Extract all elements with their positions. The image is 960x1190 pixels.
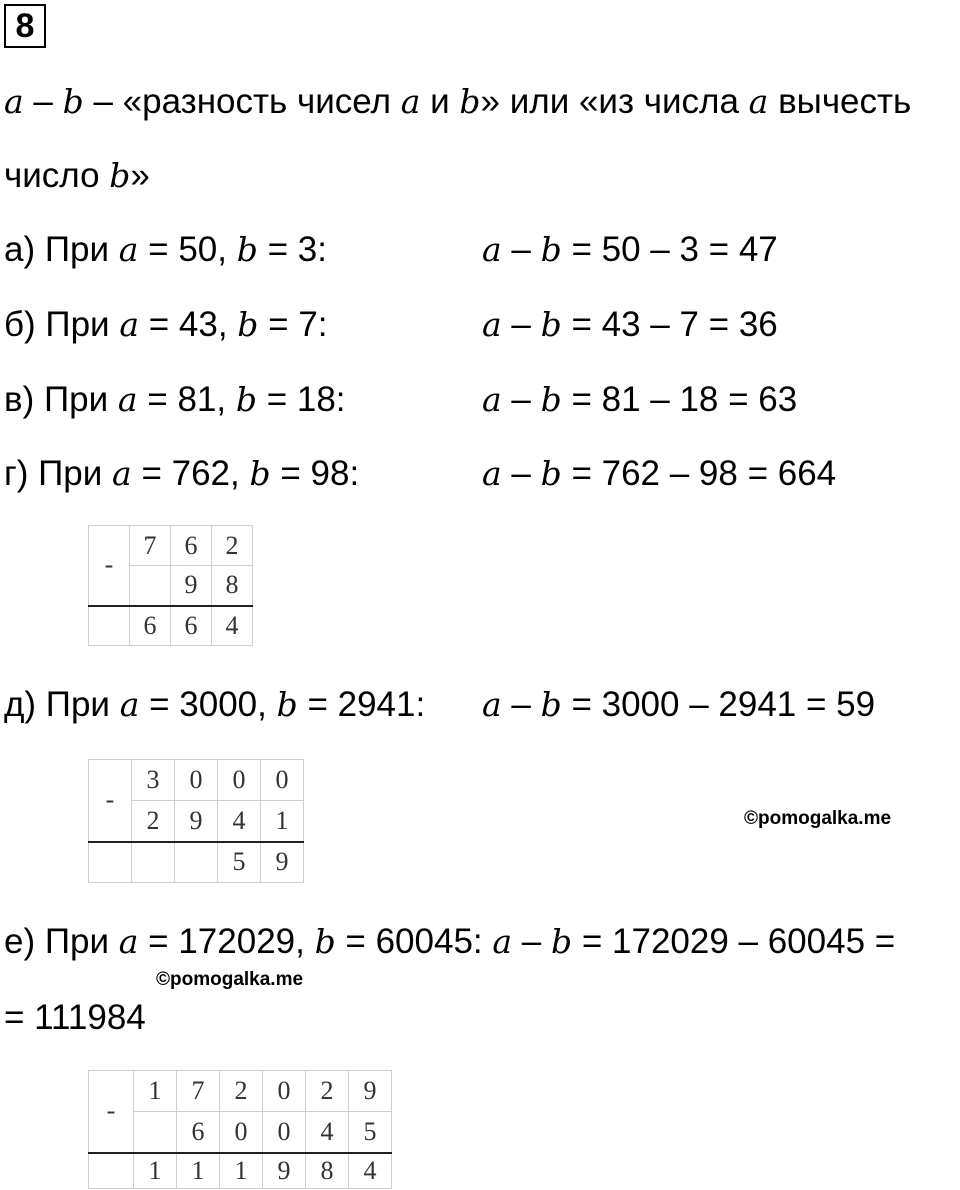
var-a: a	[482, 305, 502, 344]
digit-cell: 9	[263, 1153, 306, 1189]
colon: :	[317, 305, 328, 344]
eq: =	[131, 454, 172, 493]
item-b-condition	[4, 305, 328, 345]
item-d-result	[482, 685, 875, 725]
digit-cell: 9	[261, 842, 304, 883]
digit-cell: 1	[261, 801, 304, 842]
var-b: b	[540, 685, 562, 724]
eq: =	[270, 454, 311, 493]
eq: =	[258, 305, 299, 344]
var-b: b	[276, 685, 298, 724]
dash: –	[501, 685, 541, 724]
value-b: 98	[310, 454, 350, 493]
var-b: b	[540, 230, 562, 269]
item-g-condition	[4, 454, 359, 494]
digit-cell: 6	[171, 526, 212, 566]
var-a: a	[492, 922, 513, 961]
colon: :	[415, 685, 426, 724]
item-d-condition	[4, 685, 425, 725]
var-b: b	[540, 305, 562, 344]
empty-cell	[89, 1153, 134, 1189]
var-b: b	[249, 454, 271, 493]
digit-cell: 6	[171, 606, 212, 646]
result-text: = 43 – 7 = 36	[561, 305, 778, 344]
value-a: 50	[178, 230, 218, 269]
var-a: a	[482, 685, 502, 724]
var-a: a	[400, 82, 421, 121]
digit-cell: 5	[349, 1112, 392, 1153]
digit-cell: 0	[175, 760, 218, 801]
var-b: b	[236, 230, 258, 269]
task-number: 8	[4, 4, 46, 48]
var-b: b	[459, 82, 481, 121]
var-a: a	[119, 305, 140, 344]
var-a: a	[117, 380, 138, 419]
intro-text: и	[420, 82, 460, 121]
digit-cell: 7	[177, 1071, 220, 1112]
digit-cell: 9	[175, 801, 218, 842]
var-b: b	[109, 156, 131, 195]
item-e-continuation: = 111984	[4, 998, 146, 1037]
digit-cell: 9	[349, 1071, 392, 1112]
item-label: в) При	[4, 380, 118, 419]
eq: =	[256, 380, 297, 419]
var-b: b	[237, 305, 259, 344]
digit-cell: 6	[130, 606, 171, 646]
result-text: = 172029 – 60045 =	[572, 922, 896, 961]
var-a: a	[482, 380, 502, 419]
digit-cell: 8	[212, 566, 253, 606]
value-b: 2941	[337, 685, 416, 724]
comma: ,	[216, 380, 236, 419]
item-b-result	[482, 305, 778, 345]
value-a: 3000	[179, 685, 258, 724]
digit-cell	[175, 842, 218, 883]
digit-cell: 1	[134, 1071, 177, 1112]
colon: :	[317, 230, 327, 269]
var-b: b	[551, 922, 573, 961]
result-text: = 81 – 18 = 63	[561, 380, 798, 419]
watermark: ©pomogalka.me	[744, 808, 892, 829]
digit-cell: 5	[218, 842, 261, 883]
intro-line-1	[4, 82, 911, 122]
digit-cell: 6	[177, 1112, 220, 1153]
comma: ,	[217, 230, 237, 269]
digit-cell: 1	[220, 1153, 263, 1189]
item-v-result	[482, 380, 797, 420]
var-b: b	[314, 922, 336, 961]
digit-cell: 0	[263, 1071, 306, 1112]
item-label: а) При	[4, 230, 119, 269]
result-text: = 3000 – 2941 = 59	[561, 685, 876, 724]
dash: –	[512, 922, 551, 961]
var-b: b	[62, 82, 84, 121]
value-a: 172029	[178, 922, 296, 961]
digit-cell: 8	[306, 1153, 349, 1189]
var-b: b	[540, 454, 562, 493]
column-subtraction-g	[88, 525, 253, 646]
var-a: a	[748, 82, 769, 121]
digit-cell: 2	[220, 1071, 263, 1112]
var-a: a	[4, 82, 24, 121]
intro-text: »	[130, 156, 150, 195]
intro-text: число	[4, 156, 110, 195]
intro-text: – «разность чисел	[83, 82, 401, 121]
eq: =	[257, 230, 298, 269]
item-v-condition	[4, 380, 346, 420]
column-subtraction-d	[88, 759, 304, 883]
item-a-result	[482, 230, 778, 270]
column-subtraction-e	[88, 1070, 392, 1189]
dash: –	[501, 230, 541, 269]
comma: ,	[257, 685, 277, 724]
digit-cell: 3	[132, 760, 175, 801]
item-label: г) При	[4, 454, 113, 493]
minus-sign: -	[89, 760, 132, 842]
digit-cell: 2	[306, 1071, 349, 1112]
digit-cell	[132, 842, 175, 883]
eq: =	[137, 380, 178, 419]
dash: –	[501, 454, 541, 493]
digit-cell: 2	[212, 526, 253, 566]
eq: =	[139, 305, 179, 344]
var-a: a	[119, 685, 140, 724]
var-a: a	[118, 922, 139, 961]
item-label: д) При	[4, 685, 120, 724]
minus-sign: -	[89, 1071, 134, 1153]
item-label: б) При	[4, 305, 120, 344]
colon: :	[335, 380, 346, 419]
digit-cell: 2	[132, 801, 175, 842]
digit-cell	[130, 566, 171, 606]
digit-cell: 0	[220, 1112, 263, 1153]
var-a: a	[482, 454, 502, 493]
digit-cell: 4	[349, 1153, 392, 1189]
watermark: ©pomogalka.me	[156, 969, 304, 990]
digit-cell: 7	[130, 526, 171, 566]
intro-line-2	[4, 156, 150, 196]
value-b: 18	[296, 380, 336, 419]
eq: =	[297, 685, 338, 724]
comma: ,	[230, 454, 250, 493]
digit-cell	[134, 1112, 177, 1153]
empty-cell	[89, 606, 130, 646]
digit-cell: 1	[134, 1153, 177, 1189]
colon: :	[472, 922, 483, 961]
var-a: a	[118, 230, 139, 269]
item-label: е) При	[4, 922, 119, 961]
digit-cell: 4	[218, 801, 261, 842]
digit-cell: 4	[212, 606, 253, 646]
var-b: b	[235, 380, 257, 419]
var-a: a	[482, 230, 502, 269]
dash: –	[23, 82, 63, 121]
value-b: 7	[298, 305, 318, 344]
dash: –	[501, 380, 541, 419]
digit-cell: 4	[306, 1112, 349, 1153]
empty-cell	[89, 842, 132, 883]
eq: =	[138, 922, 179, 961]
colon: :	[349, 454, 360, 493]
digit-cell: 9	[171, 566, 212, 606]
digit-cell: 0	[263, 1112, 306, 1153]
value-b: 60045	[375, 922, 473, 961]
result-text: = 50 – 3 = 47	[561, 230, 778, 269]
value-b: 3	[297, 230, 318, 269]
eq: =	[335, 922, 376, 961]
eq: =	[138, 230, 179, 269]
var-b: b	[540, 380, 562, 419]
item-g-result	[482, 454, 836, 494]
result-text: = 762 – 98 = 664	[561, 454, 837, 493]
eq: =	[139, 685, 180, 724]
value-a: 81	[177, 380, 217, 419]
comma: ,	[217, 305, 238, 344]
digit-cell: 0	[261, 760, 304, 801]
digit-cell: 0	[218, 760, 261, 801]
intro-text: вычесть	[768, 82, 912, 121]
minus-sign: -	[89, 526, 130, 606]
digit-cell: 1	[177, 1153, 220, 1189]
dash: –	[501, 305, 541, 344]
value-a: 43	[178, 305, 218, 344]
intro-text: » или «из числа	[480, 82, 749, 121]
item-e-condition	[4, 922, 895, 962]
comma: ,	[295, 922, 315, 961]
var-a: a	[112, 454, 132, 493]
item-a-condition	[4, 230, 327, 270]
value-a: 762	[171, 454, 231, 493]
